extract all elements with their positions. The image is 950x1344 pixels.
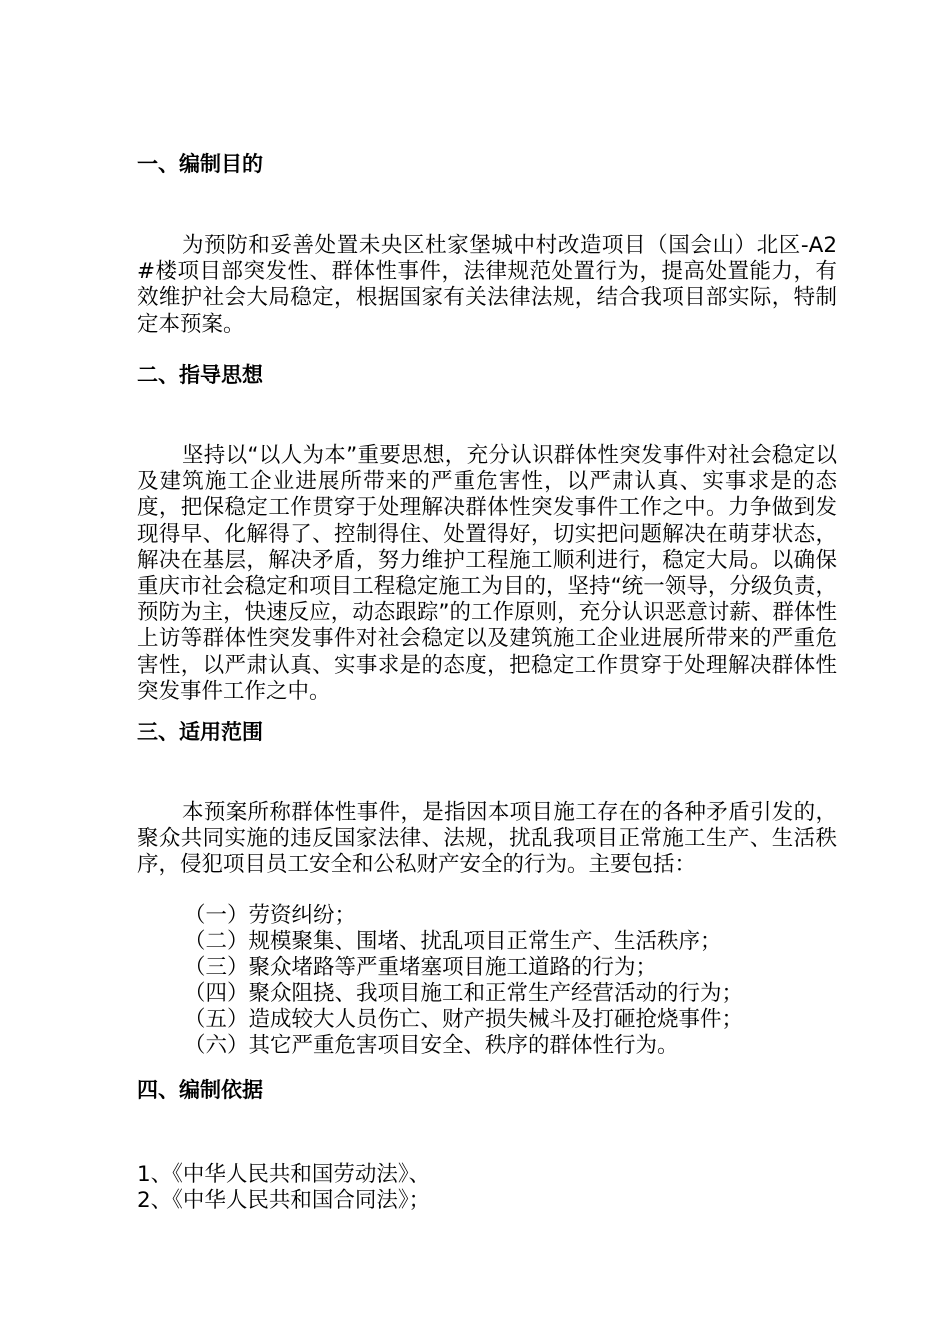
list-item: （四）聚众阻挠、我项目施工和正常生产经营活动的行为；: [184, 981, 744, 1006]
section-heading-purpose: 一、编制目的: [137, 152, 263, 176]
list-item: （二）规模聚集、围堵、扰乱项目正常生产、生活秩序；: [184, 929, 722, 954]
list-item: （一）劳资纠纷；: [184, 903, 357, 928]
paragraph-scope: 本预案所称群体性事件，是指因本项目施工存在的各种矛盾引发的，聚众共同实施的违反国家法律、法规，扰乱我项目正常施工生产、生活秩序，侵犯项目员工安全和公私财产安全的行为。主要包括：: [137, 800, 837, 878]
reference-item: 2、《中华人民共和国合同法》；: [137, 1188, 431, 1213]
reference-item: 1、《中华人民共和国劳动法》、: [137, 1162, 431, 1187]
paragraph-guiding-ideology: 坚持以“以人为本”重要思想，充分认识群体性突发事件对社会稳定以及建筑施工企业进展所带来的严重危害性，以严肃认真、实事求是的态度，把保稳定工作贯穿于处理解决群体性突发事件工作之中。力争做到发现得早、化解得了、控制得住、处置得好，切实把问题解决在萌芽状态，解决在基层，解决矛盾，努力维护工程施工顺利进行，稳定大局。以确保重庆市社会稳定和项目工程稳定施工为目的，坚持“统一领导，分级负责，预防为主，快速反应，动态跟踪”的工作原则，充分认识恶意讨薪、群体性上访等群体性突发事件对社会稳定以及建筑施工企业进展所带来的严重危害性，以严肃认真、实事求是的态度，把稳定工作贯穿于处理解决群体性突发事件工作之中。: [137, 443, 837, 704]
section-heading-basis: 四、编制依据: [137, 1078, 263, 1102]
paragraph-purpose: 为预防和妥善处置未央区杜家堡城中村改造项目（国会山）北区-A2#楼项目部突发性、群体性事件，法律规范处置行为，提高处置能力，有效维护社会大局稳定，根据国家有关法律法规，结合我项目部实际，特制定本预案。: [137, 233, 837, 337]
section-heading-guiding-ideology: 二、指导思想: [137, 363, 263, 387]
list-item: （五）造成较大人员伤亡、财产损失械斗及打砸抢烧事件；: [184, 1007, 744, 1032]
section-heading-scope: 三、适用范围: [137, 720, 263, 744]
list-item: （六）其它严重危害项目安全、秩序的群体性行为。: [184, 1033, 679, 1058]
list-item: （三）聚众堵路等严重堵塞项目施工道路的行为；: [184, 955, 658, 980]
